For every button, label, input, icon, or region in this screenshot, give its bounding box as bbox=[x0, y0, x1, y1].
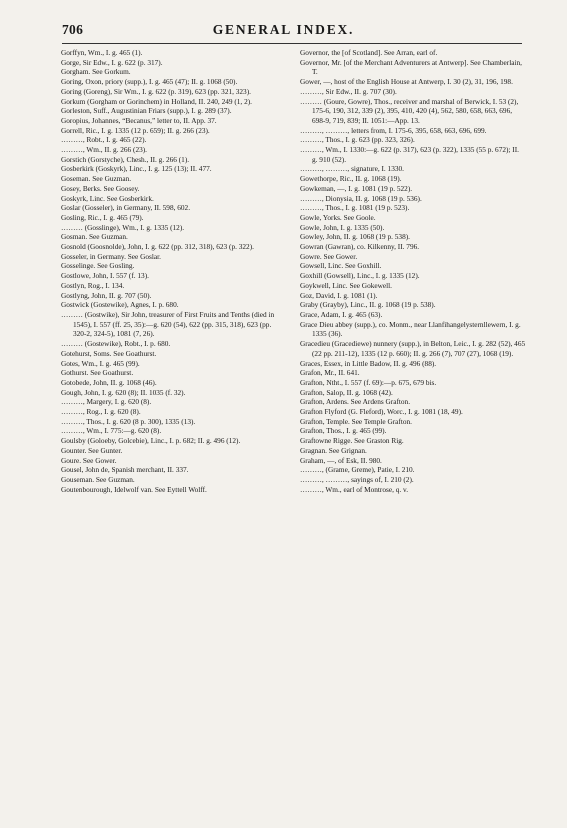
index-entry: Governor, the [of Scotland]. See Arran, earl of. bbox=[300, 48, 438, 57]
index-entry: ………, ………, sayings of, I. 210 (2). bbox=[300, 474, 414, 484]
index-entry: ………, Thos., I. g. 1081 (19 p. 523). bbox=[300, 203, 410, 213]
index-entry: Gouseman. See Guzman. bbox=[61, 474, 135, 484]
index-entry: Gower, —, host of the English House at Antwerp, I. 30 (2), 31, 196, 198. bbox=[300, 77, 513, 87]
index-entry: Grafton, Ntht., I. 557 (f. 69):—p. 675, 679 bis. bbox=[300, 377, 437, 387]
index-entry: Goure. See Gower. bbox=[61, 455, 117, 465]
index-entry: Graham, —, of Esk, II. 980. bbox=[300, 455, 382, 465]
index-entry: Gosling, Ric., I. g. 465 (79). bbox=[61, 212, 144, 222]
page-title: GENERAL INDEX. bbox=[212, 22, 355, 37]
index-entry: ………, Rog., I. g. 620 (8). bbox=[61, 407, 141, 417]
index-entry: Gorleston, Suff., Augustinian Friars (supp.), I. g. 289 (37). bbox=[61, 106, 232, 116]
index-entry: ………, Wm., II. g. 266 (23). bbox=[61, 145, 147, 155]
index-entry: Gorge, Sir Edw., I. g. 622 (p. 317). bbox=[61, 57, 163, 67]
index-entry: Gotes, Wm., I. g. 465 (99). bbox=[61, 358, 140, 368]
index-entry: Gostlowe, John, I. 557 (f. 13). bbox=[61, 271, 149, 281]
index-entry: Goring (Goreng), Sir Wm., I. g. 622 (p. 319), 623 (pp. 321, 323). bbox=[61, 86, 251, 96]
index-entry: Gostlyng, John, II. g. 707 (50). bbox=[61, 290, 152, 300]
index-entry: Gorstich (Gorstyche), Chesh., II. g. 266 (1). bbox=[61, 154, 190, 164]
index-entry: Grafton, Thos., I. g. 465 (99). bbox=[300, 426, 387, 436]
index-entry: Gowle, Yorks. See Goole. bbox=[300, 212, 376, 222]
index-entry: ………, Wm., I. 1330:—g. 622 (p. 317), 623 (p. 322), 1335 (55 p. 672); II. g. 910 (52). bbox=[300, 145, 519, 164]
index-entry: Goxhill (Gowsell), Linc., I. g. 1335 (12). bbox=[300, 271, 420, 281]
index-entry: Grace, Adam, I. g. 465 (63). bbox=[300, 309, 383, 319]
index-entry: Gousel, John de, Spanish merchant, II. 337. bbox=[61, 465, 189, 475]
index-entry: Goskyrk, Linc. See Gosberkirk. bbox=[61, 193, 154, 203]
index-entry: Gracedieu (Gracediewe) nunnery (supp.), in Belton, Leic., I. g. 282 (52), 465 (22 pp. 211-12), 1335 (12 p. 660); II. g. 266 (7), 707 (27), 1068 (19). bbox=[300, 339, 526, 358]
index-entry: Gostlyn, Rog., I. 134. bbox=[61, 280, 125, 290]
index-entry: ……… (Gostewike), Robt., I. p. 680. bbox=[61, 339, 171, 349]
index-entry: Grafton, Temple. See Temple Grafton. bbox=[300, 416, 412, 426]
index-entry: ………, ………, signature, I. 1330. bbox=[300, 164, 404, 174]
index-entry: Graces, Essex, in Little Badow, II. g. 496 (88). bbox=[300, 358, 437, 368]
index-entry: Gough, John, I. g. 620 (8); II. 1035 (f. 32). bbox=[61, 387, 186, 397]
index-entry: Gowethorpe, Ric., II. g. 1068 (19). bbox=[300, 174, 402, 184]
index-entry: Gorrell, Ric., I. g. 1335 (12 p. 659); II. g. 266 (23). bbox=[61, 125, 210, 135]
index-entry: ………, Dionysia, II. g. 1068 (19 p. 536). bbox=[300, 193, 422, 203]
index-entry: Grafton Flyford (G. Fleford), Worc., I. g. 1081 (18, 49). bbox=[300, 407, 463, 417]
index-entry: Goropius, Johannes, “Becanus,” letter to, II. App. 37. bbox=[61, 115, 217, 125]
index-entry: ………, Thos., I. g. 623 (pp. 323, 326). bbox=[300, 135, 415, 145]
index-entry: Gosberkirk (Goskyrk), Linc., I. g. 125 (13); II. 477. bbox=[61, 164, 212, 174]
index-entry: Gorkum (Gorgham or Gorinchem) in Holland, II. 240, 249 (1, 2). bbox=[61, 96, 252, 106]
index-entry: ………, Robt., I. g. 465 (22). bbox=[61, 135, 147, 145]
index-entry: Goulsby (Goloeby, Golcebie), Linc., I. p. 682; II. g. 496 (12). bbox=[61, 436, 241, 446]
index-entry: Goring, Oxon, priory (supp.), I. g. 465 (47); II. g. 1068 (50). bbox=[61, 77, 238, 87]
index-entry: Gothurst. See Goathurst. bbox=[61, 368, 134, 378]
page-number: 706 bbox=[62, 22, 84, 37]
index-entry: Gosseler, in Germany. See Goslar. bbox=[61, 251, 161, 261]
index-entry: Gowsell, Linc. See Goxhill. bbox=[300, 261, 382, 271]
index-entry: ……… (Gosslinge), Wm., I. g. 1335 (12). bbox=[61, 222, 185, 232]
index-entry: Gosnold (Goosnolde), John, I. g. 622 (pp. 312, 318), 623 (p. 322). bbox=[61, 242, 254, 252]
index-entry: ………, Margery, I. g. 620 (8). bbox=[61, 397, 152, 407]
index-column-right bbox=[300, 48, 526, 494]
index-entry: Goslar (Gosseler), in Germany, II. 598, 602. bbox=[61, 203, 191, 213]
index-entry: Graby (Grayby), Linc., II. g. 1068 (19 p. 538). bbox=[300, 300, 436, 310]
index-entry: Gowkeman, —, I. g. 1081 (19 p. 522). bbox=[300, 183, 413, 193]
index-entry: ………, Thos., I. g. 620 (8 p. 300), 1335 (13). bbox=[61, 416, 196, 426]
index-entry: Gotobede, John, II. g. 1068 (46). bbox=[61, 377, 157, 387]
index-entry: Gowle, John, I. g. 1335 (50). bbox=[300, 222, 385, 232]
index-entry: Goutenbourough, Idelwolf van. See Eyttell Wolff. bbox=[61, 484, 207, 494]
index-entry: Gowre. See Gower. bbox=[300, 251, 358, 261]
index-entry: Governor, Mr. [of the Merchant Adventurers at Antwerp]. See Chamberlain, T. bbox=[300, 57, 522, 77]
index-entry: Gostwick (Gostewike), Agnes, I. p. 680. bbox=[61, 300, 179, 310]
index-entry: ………, ………, letters from, I. 175-6, 395, 658, 663, 696, 699. bbox=[300, 125, 487, 135]
index-entry: Grafton, Salop, II. g. 1068 (42). bbox=[300, 387, 393, 397]
index-entry: ………, Sir Edw., II. g. 707 (30). bbox=[300, 86, 397, 96]
index-entry: Gosman. See Guzman. bbox=[61, 232, 128, 242]
header-rule bbox=[62, 43, 522, 44]
index-entry: Gowran (Gawran), co. Kilkenny, II. 796. bbox=[300, 242, 420, 252]
page-header bbox=[0, 0, 567, 40]
index-entry: Graftowne Rigge. See Graston Rig. bbox=[300, 436, 404, 446]
index-entry: ………, Wm., earl of Montrose, q. v. bbox=[300, 484, 409, 494]
index-entry: Gragnan. See Grignan. bbox=[300, 445, 367, 455]
index-entry: Gowley, John, II. g. 1068 (19 p. 538). bbox=[300, 232, 410, 242]
index-entry: Gounter. See Gunter. bbox=[61, 445, 123, 455]
index-entry: Gotehurst, Soms. See Goathurst. bbox=[61, 348, 157, 358]
index-entry: ………, Wm., I. 775:—g. 620 (8). bbox=[61, 426, 162, 436]
index-entry: Goz, David, I. g. 1081 (1). bbox=[300, 290, 378, 300]
index-entry: ……… (Goure, Gowre), Thos., receiver and marshal of Berwick, I. 53 (2), 175-6, 190, 312, 339 (2), 395, 410, 420 (4), 562, 580, 658, 663, 696, 698-9, 719, 839; II. 1051:—App. 13. bbox=[300, 96, 519, 125]
index-entry: Grafon, Mr., II. 641. bbox=[300, 368, 360, 378]
index-entry: Grace Dieu abbey (supp.), co. Monm., near Llanfihangelysternllewern, I. g. 1335 (36). bbox=[300, 319, 521, 339]
index-column-left bbox=[61, 48, 281, 494]
index-entry: Goseman. See Guzman. bbox=[61, 174, 132, 184]
index-entry: Goykwell, Linc. See Gokewell. bbox=[300, 280, 392, 290]
index-entry: Gorffyn, Wm., I. g. 465 (1). bbox=[61, 48, 143, 57]
index-entry: Gorgham. See Gorkum. bbox=[61, 67, 131, 77]
index-entry: Grafton, Ardens. See Ardens Grafton. bbox=[300, 397, 411, 407]
index-entry: Gosselinge. See Gosling. bbox=[61, 261, 135, 271]
index-entry: ………, (Grame, Greme), Patie, I. 210. bbox=[300, 465, 415, 475]
index-entry: ……… (Gostwike), Sir John, treasurer of First Fruits and Tenths (died in 1545), I. 557 (ff. 25, 35):—g. 620 (54), 622 (pp. 315, 318), 623 (pp. 320-2, 324-5), 1081 (7, 26). bbox=[61, 309, 275, 339]
index-entry: Gosey, Berks. See Goosey. bbox=[61, 183, 140, 193]
